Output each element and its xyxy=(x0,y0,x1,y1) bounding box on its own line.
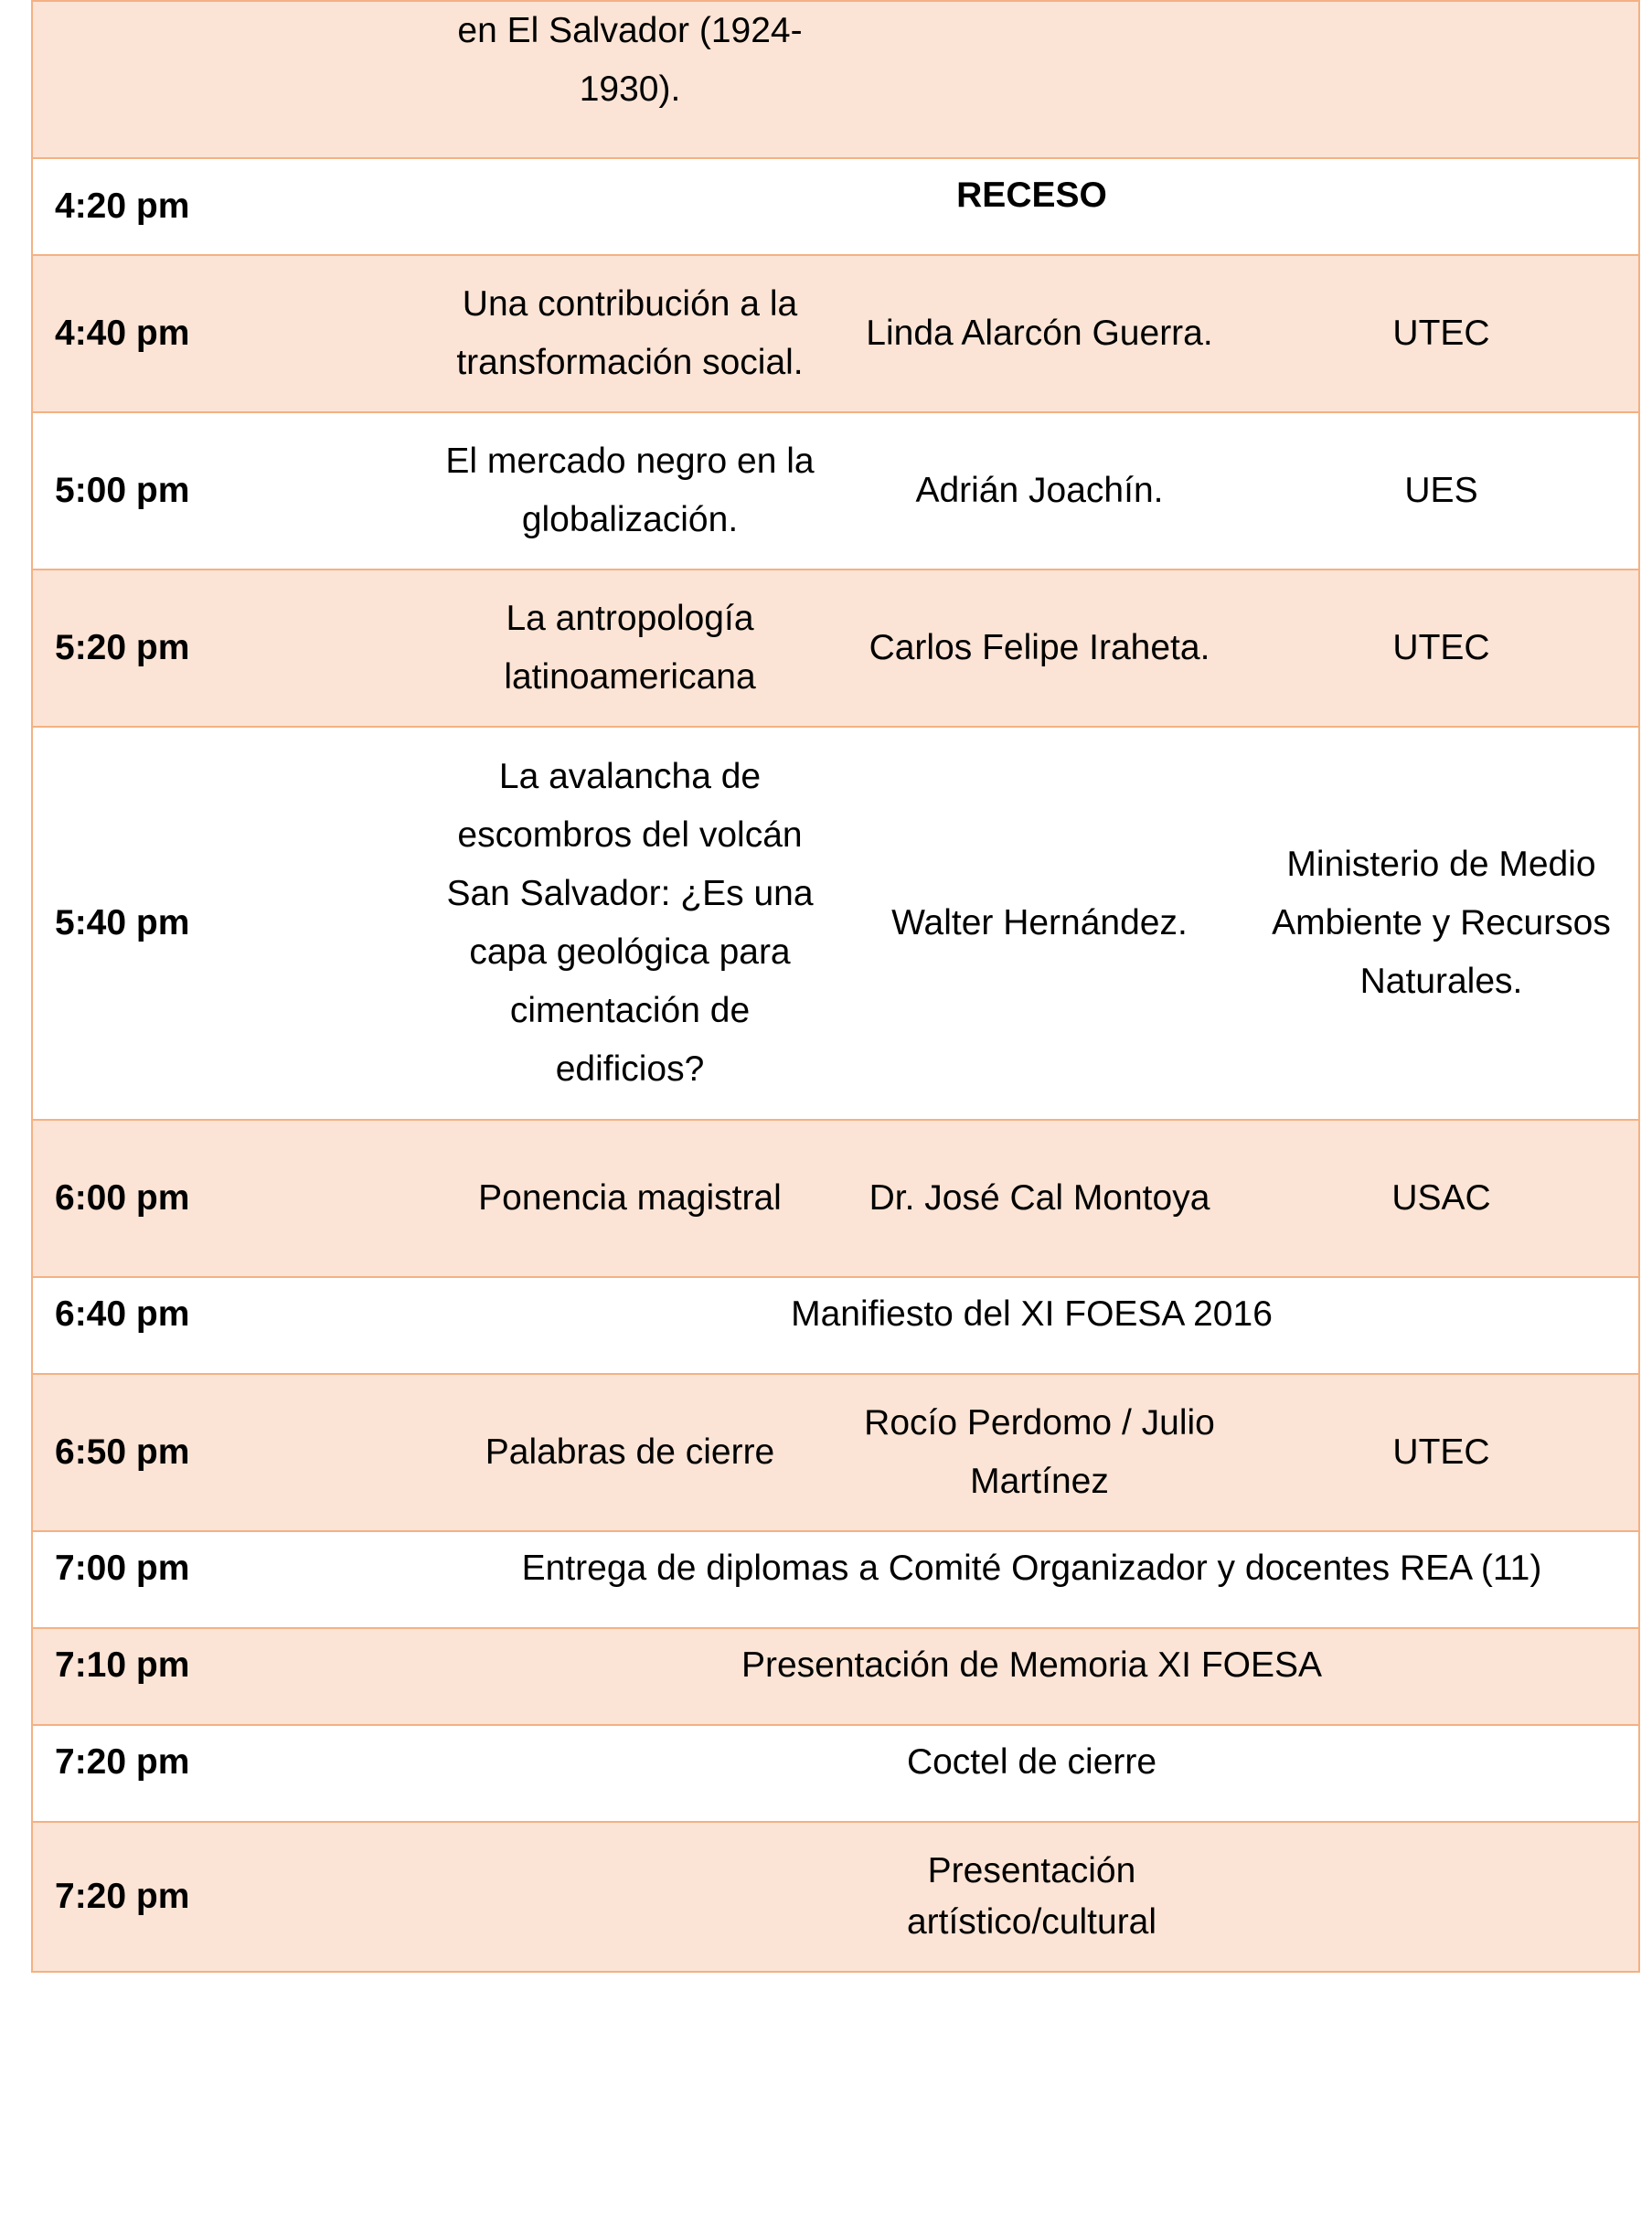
session-span: Presentación de Memoria XI FOESA xyxy=(425,1628,1639,1725)
speaker-name: Dr. José Cal Montoya xyxy=(835,1120,1244,1277)
speaker-cell xyxy=(835,1,1244,158)
time-cell xyxy=(32,1,425,158)
time-cell: 7:10 pm xyxy=(32,1628,425,1725)
title-cell xyxy=(425,1,835,158)
schedule-row xyxy=(32,1531,1639,1628)
schedule-table xyxy=(31,0,1640,1973)
institution-name: UES xyxy=(1244,412,1639,570)
time-cell: 5:00 pm xyxy=(32,412,425,570)
time-cell: 6:00 pm xyxy=(32,1120,425,1277)
schedule-row xyxy=(32,1822,1639,1972)
institution-name: UTEC xyxy=(1244,255,1639,412)
schedule-row xyxy=(32,570,1639,727)
institution-name: USAC xyxy=(1244,1120,1639,1277)
time-cell: 7:20 pm xyxy=(32,1822,425,1972)
talk-title: Ponencia magistral xyxy=(425,1120,835,1277)
talk-title: El mercado negro en la globalización. xyxy=(425,412,835,570)
session-span: Coctel de cierre xyxy=(425,1725,1639,1822)
institution-name: UTEC xyxy=(1244,570,1639,727)
time-cell: 7:20 pm xyxy=(32,1725,425,1822)
schedule-row xyxy=(32,1120,1639,1277)
institution-name: UTEC xyxy=(1244,1374,1639,1531)
speaker-name: Walter Hernández. xyxy=(835,727,1244,1120)
talk-title: La antropología latinoamericana xyxy=(425,570,835,727)
talk-title: La avalancha de escombros del volcán San Salvador: ¿Es una capa geológica para cimentación de edificios? xyxy=(425,727,835,1120)
speaker-name: Carlos Felipe Iraheta. xyxy=(835,570,1244,727)
session-span xyxy=(425,1822,1639,1972)
session-span: Entrega de diplomas a Comité Organizador y docentes REA (11) xyxy=(425,1531,1639,1628)
schedule-row xyxy=(32,1725,1639,1822)
talk-title: en El Salvador (1924-1930). xyxy=(457,11,803,109)
session-span: Manifiesto del XI FOESA 2016 xyxy=(425,1277,1639,1374)
speaker-name: Linda Alarcón Guerra. xyxy=(835,255,1244,412)
time-cell: 6:40 pm xyxy=(32,1277,425,1374)
session-span-text: Presentación artístico/cultural xyxy=(906,1851,1157,1942)
schedule-row xyxy=(32,1,1639,158)
talk-title: Una contribución a la transformación social. xyxy=(425,255,835,412)
time-cell: 5:40 pm xyxy=(32,727,425,1120)
speaker-name: Rocío Perdomo / Julio Martínez xyxy=(835,1374,1244,1531)
time-cell: 4:20 pm xyxy=(32,158,425,255)
schedule-row xyxy=(32,412,1639,570)
schedule-row xyxy=(32,727,1639,1120)
schedule-row xyxy=(32,1628,1639,1725)
time-cell: 7:00 pm xyxy=(32,1531,425,1628)
talk-title: Palabras de cierre xyxy=(425,1374,835,1531)
session-span: RECESO xyxy=(425,158,1639,255)
time-cell: 4:40 pm xyxy=(32,255,425,412)
schedule-row xyxy=(32,255,1639,412)
schedule-row xyxy=(32,1277,1639,1374)
institution-name: Ministerio de Medio Ambiente y Recursos Naturales. xyxy=(1244,727,1639,1120)
speaker-name: Adrián Joachín. xyxy=(835,412,1244,570)
time-cell: 5:20 pm xyxy=(32,570,425,727)
time-cell: 6:50 pm xyxy=(32,1374,425,1531)
schedule-row xyxy=(32,1374,1639,1531)
institution-cell xyxy=(1244,1,1639,158)
schedule-row xyxy=(32,158,1639,255)
